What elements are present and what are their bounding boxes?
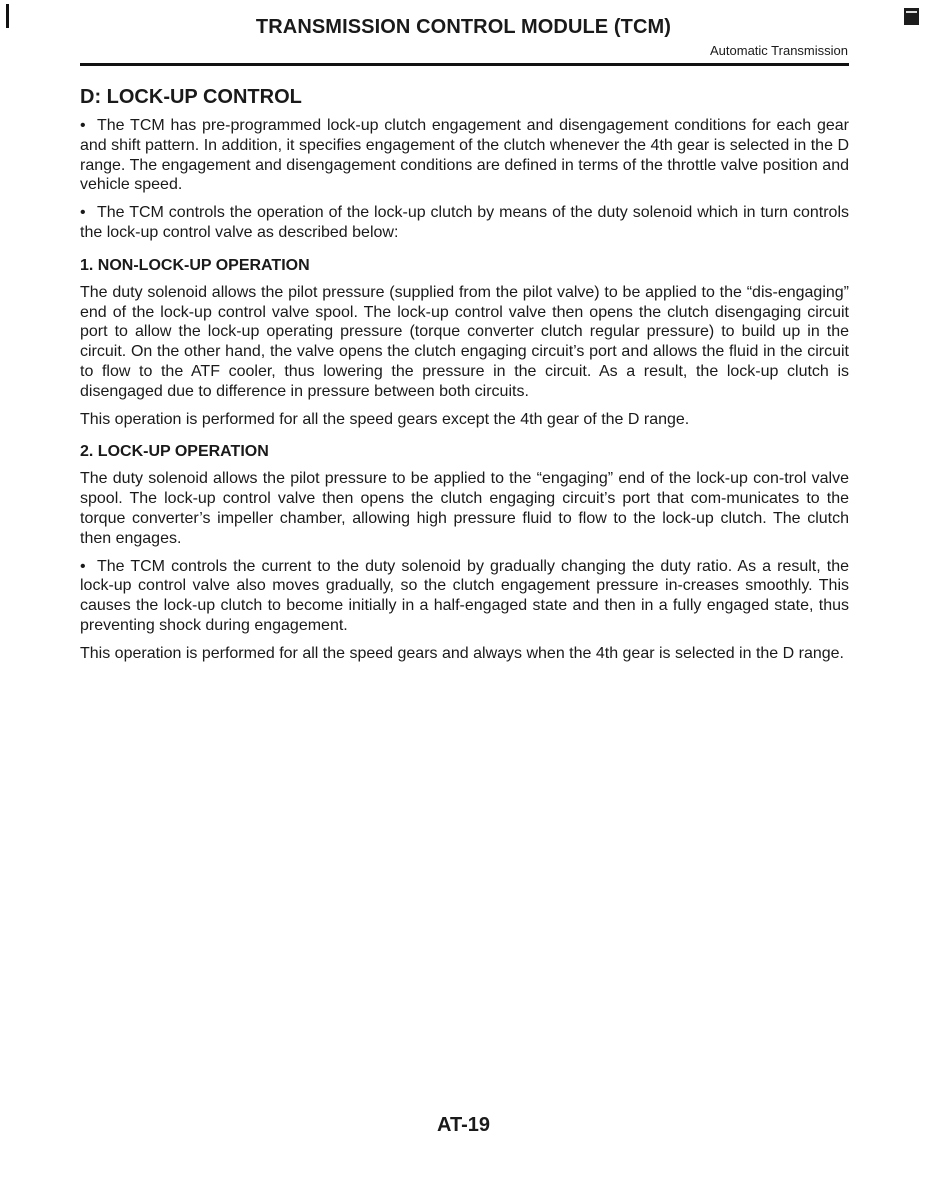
header-rule — [80, 63, 849, 66]
lockup-paragraph-1: The duty solenoid allows the pilot pressure to be applied to the “engaging” end of the lock-up con-trol valve spool. The lock-up control valve then opens the clutch engaging circuit’s port that com-municates to the torque converter’s impeller chamber, allowing high pressure fluid to flow to the lock-up clutch. The clutch then engages. — [80, 470, 849, 547]
bullet-icon: • — [80, 557, 86, 575]
intro-bullet-1-text: The TCM has pre-programmed lock-up clutch engagement and disengagement conditions for each gear and shift pattern. In addition, it specifies engagement of the clutch whenever the 4th gear is selected in the D range. The engagement and disengagement conditions are defined in terms of the throttle valve position and vehicle speed. — [80, 117, 849, 194]
page-subtitle: Automatic Transmission — [710, 43, 848, 58]
page-content — [80, 86, 849, 672]
section-title: D: LOCK-UP CONTROL — [80, 86, 302, 108]
page-title: TRANSMISSION CONTROL MODULE (TCM) — [255, 16, 672, 38]
intro-bullet-2 — [80, 203, 849, 243]
lockup-bullet-text: The TCM controls the current to the duty solenoid by gradually changing the duty ratio. As a result, the lock-up control valve also moves gradually, so the clutch engagement pressure in-creases smoothly. This causes the lock-up clutch to become initially in a half-engaged state and then in a fully engaged state, thus preventing shock during engagement. — [80, 557, 849, 634]
bullet-icon: • — [80, 117, 86, 134]
intro-bullet-1 — [80, 116, 849, 195]
intro-bullet-2-text: The TCM controls the operation of the lock-up clutch by means of the duty solenoid which in turn controls the lock-up control valve as described below: — [80, 204, 849, 241]
non-lockup-paragraph-2: This operation is performed for all the speed gears except the 4th gear of the D range. — [80, 410, 690, 428]
bullet-icon: • — [80, 204, 86, 222]
lockup-paragraph-2: This operation is performed for all the speed gears and always when the 4th gear is selected in the D range. — [80, 644, 844, 662]
non-lockup-heading: 1. NON-LOCK-UP OPERATION — [80, 256, 310, 274]
lockup-heading: 2. LOCK-UP OPERATION — [80, 443, 269, 461]
page-number: AT-19 — [437, 1114, 490, 1136]
lockup-bullet — [80, 557, 849, 636]
non-lockup-paragraph-1: The duty solenoid allows the pilot pressure (supplied from the pilot valve) to be applied to the “dis-engaging” end of the lock-up control valve spool. The lock-up control valve then opens the clutch disengaging circuit port to allow the lock-up operating pressure (torque converter clutch regular pressure) to build up in the circuit. On the other hand, the valve opens the clutch engaging circuit’s port and allows the fluid in the circuit to flow to the ATF cooler, thus lowering the pressure in the circuit. As a result, the lock-up clutch is disengaged due to difference in pressure between both circuits. — [80, 283, 849, 400]
